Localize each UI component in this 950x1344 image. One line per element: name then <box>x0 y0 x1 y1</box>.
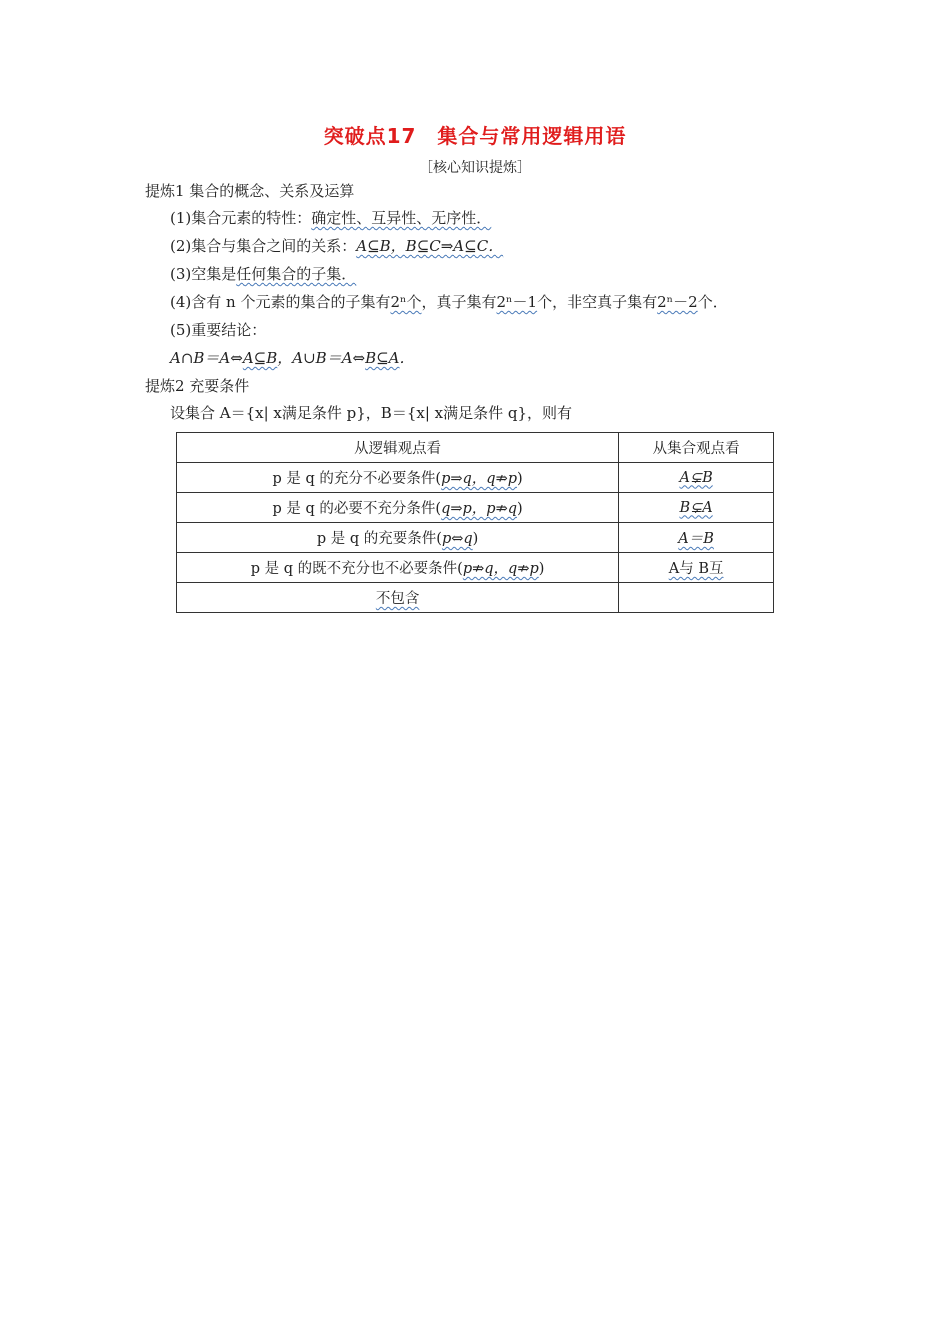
logic-text: p 是 q 的既不充分也不必要条件( <box>250 561 463 577</box>
condition-table <box>176 432 774 613</box>
table-row <box>177 523 774 553</box>
page-title: 突破点17 集合与常用逻辑用语 <box>323 124 627 148</box>
item4-g: 个． <box>697 293 728 311</box>
table-cell-set <box>619 463 774 493</box>
table-cell-set <box>619 523 774 553</box>
item4-c: ，真子集有 <box>421 293 497 311</box>
formula-b: A⊆B <box>242 349 278 367</box>
section2-heading: 提炼2 充要条件 <box>145 377 250 395</box>
formula-d: B⊆A <box>365 349 400 367</box>
table-row <box>177 553 774 583</box>
item2-answer: A⊆B，B⊆C⇒A⊆C． <box>356 237 504 255</box>
item3-answer: 任何集合的子集． <box>236 265 357 283</box>
table-row <box>177 493 774 523</box>
section1-item5-formula <box>170 348 415 368</box>
item1-prefix: (1)集合元素的特性： <box>170 209 312 227</box>
logic-text: p 是 q 的充分不必要条件( <box>272 471 442 487</box>
item2-prefix: (2)集合与集合之间的关系： <box>170 237 357 255</box>
item4-d: 2ⁿ－1 <box>496 293 538 311</box>
set-answer: A⊊B <box>679 469 713 486</box>
set-answer-continued: 不包含 <box>375 591 420 607</box>
table-header-row <box>177 433 774 463</box>
section1-item5: (5)重要结论： <box>170 321 267 339</box>
table-cell-logic <box>177 463 619 493</box>
item4-a: (4)含有 n 个元素的集合的子集有 <box>170 293 391 311</box>
logic-close: ) <box>538 561 545 577</box>
table-cell-set <box>619 553 774 583</box>
section2-intro: 设集合 A＝{x| x满足条件 p}，B＝{x| x满足条件 q}，则有 <box>170 404 573 422</box>
logic-close: ) <box>517 501 523 517</box>
logic-close: ) <box>517 471 523 487</box>
table-cell-logic <box>177 493 619 523</box>
table-cell-logic <box>177 553 619 583</box>
item4-f: 2ⁿ－2 <box>657 293 698 311</box>
section1-item4 <box>170 292 728 312</box>
item4-b: 2ⁿ个 <box>390 293 422 311</box>
logic-answer: q⇒p，p⇏q <box>441 501 518 517</box>
section1-heading: 提炼1 集合的概念、关系及运算 <box>145 182 355 200</box>
section1-item3 <box>170 264 356 284</box>
table-cell-empty <box>619 583 774 613</box>
logic-close: ) <box>472 531 479 547</box>
logic-answer: p⇏q，q⇏p <box>462 561 539 577</box>
set-answer: A与 B互 <box>668 561 724 577</box>
formula-a: A∩B＝A⇔ <box>170 349 243 367</box>
table-cell-logic <box>177 583 619 613</box>
table-row <box>177 583 774 613</box>
table-header-logic: 从逻辑观点看 <box>177 433 619 463</box>
item4-e: 个，非空真子集有 <box>537 293 658 311</box>
set-answer: A＝B <box>678 531 714 547</box>
table-cell-set <box>619 493 774 523</box>
formula-c: ，A∪B＝A⇔ <box>277 349 366 367</box>
formula-e: ． <box>399 349 415 367</box>
logic-answer: p⇒q，q⇏p <box>441 471 518 487</box>
item1-answer: 确定性、互异性、无序性． <box>311 209 492 227</box>
item3-prefix: (3)空集是 <box>170 265 237 283</box>
logic-text: p 是 q 的充要条件( <box>316 531 442 547</box>
table-row <box>177 463 774 493</box>
page-subtitle: ［核心知识提炼］ <box>419 160 531 176</box>
logic-text: p 是 q 的必要不充分条件( <box>272 501 442 517</box>
table-cell-logic <box>177 523 619 553</box>
set-answer: B⊊A <box>679 499 713 516</box>
section1-item2 <box>170 236 503 256</box>
section1-item1 <box>170 208 491 228</box>
table-header-set: 从集合观点看 <box>619 433 774 463</box>
logic-answer: p⇔q <box>441 531 473 547</box>
